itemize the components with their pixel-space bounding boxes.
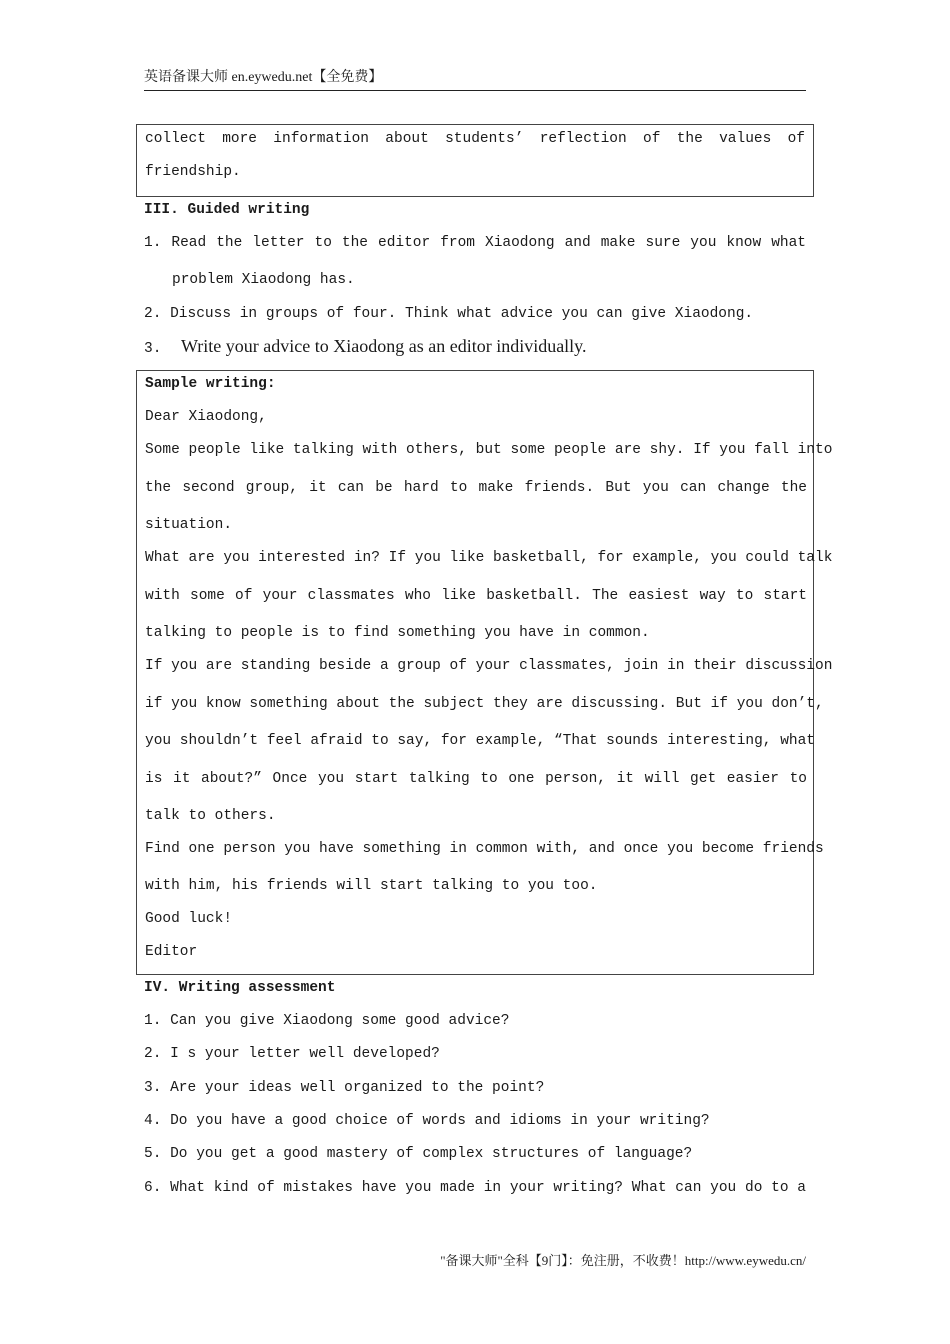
sample-label: Sample writing: — [145, 376, 276, 392]
greeting: Dear Xiaodong, — [145, 409, 267, 425]
top-box-line: collect more information about students’ reflection of the values of — [145, 131, 805, 147]
paragraph-line: you shouldn’t feel afraid to say, for example, “That sounds interesting, what — [145, 733, 816, 749]
list-item-continued: problem Xiaodong has. — [172, 272, 355, 288]
page-footer: "备课大师"全科【9门】：免注册，不收费！http://www.eywedu.cn/ — [440, 1253, 806, 1268]
paragraph-line: What are you interested in? If you like basketball, for example, you could talk — [145, 550, 833, 566]
top-box-line: friendship. — [145, 164, 241, 180]
paragraph-line: If you are standing beside a group of your classmates, join in their discussion — [145, 658, 833, 674]
paragraph-line: Find one person you have something in common with, and once you become friends — [145, 841, 824, 857]
list-item: 3. Are your ideas well organized to the point? — [144, 1080, 545, 1096]
list-item: 6. What kind of mistakes have you made in your writing? What can you do to a — [144, 1180, 806, 1196]
list-item: 5. Do you get a good mastery of complex structures of language? — [144, 1146, 693, 1162]
top-box — [136, 124, 814, 197]
paragraph-line: with him, his friends will start talking to you too. — [145, 878, 598, 894]
list-item — [144, 336, 587, 357]
list-number: 3. — [144, 341, 162, 357]
signature: Editor — [145, 944, 198, 960]
sample-box — [136, 370, 833, 975]
list-item: 2. I s your letter well developed? — [144, 1046, 440, 1062]
list-item: 1. Can you give Xiaodong some good advice? — [144, 1013, 510, 1029]
list-item: 1. Read the letter to the editor from Xiaodong and make sure you know what — [144, 235, 806, 251]
list-item: 2. Discuss in groups of four. Think what advice you can give Xiaodong. — [144, 306, 754, 322]
paragraph-line: situation. — [145, 517, 233, 533]
page-header: 英语备课大师 en.eywedu.net【全免费】 — [144, 66, 806, 91]
section-title: III. Guided writing — [144, 202, 310, 218]
list-item: 4. Do you have a good choice of words and idioms in your writing? — [144, 1113, 710, 1129]
paragraph-line: talking to people is to find something you have in common. — [145, 625, 650, 641]
list-text: Write your advice to Xiaodong as an editor individually. — [181, 336, 587, 356]
paragraph-line: the second group, it can be hard to make friends. But you can change the — [145, 480, 807, 496]
paragraph-line: is it about?” Once you start talking to one person, it will get easier to — [145, 771, 807, 787]
paragraph-line: talk to others. — [145, 808, 276, 824]
paragraph-line: Some people like talking with others, but some people are shy. If you fall into — [145, 442, 833, 458]
closing: Good luck! — [145, 911, 233, 927]
paragraph-line: if you know something about the subject they are discussing. But if you don’t, — [145, 696, 824, 712]
section-title: IV. Writing assessment — [144, 980, 336, 996]
paragraph-line: with some of your classmates who like basketball. The easiest way to start — [145, 588, 807, 604]
